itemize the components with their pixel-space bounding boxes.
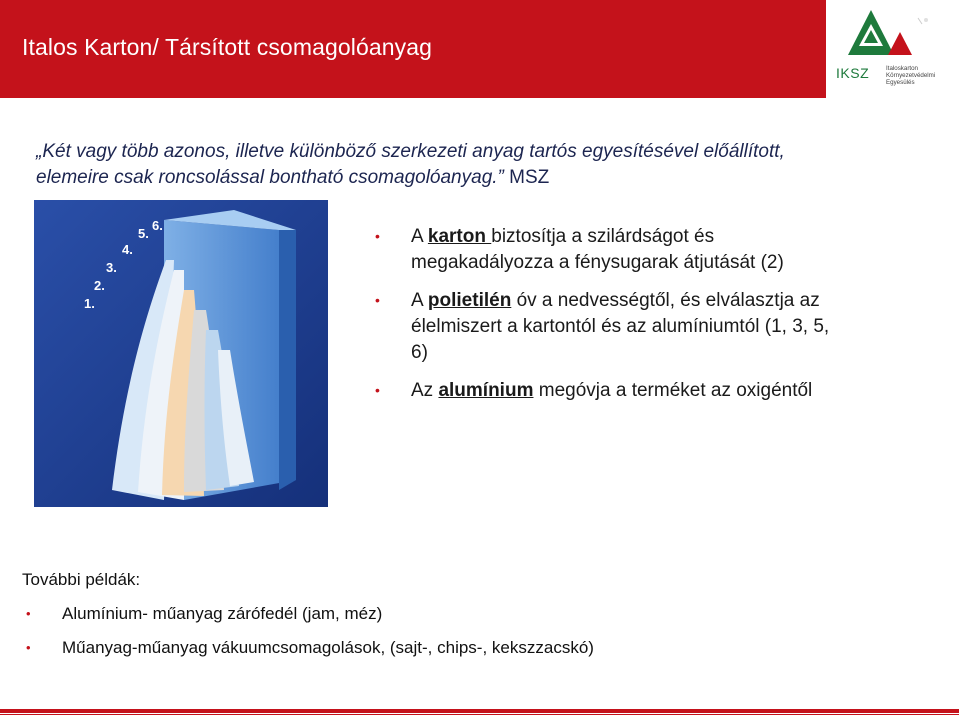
slide-title: Italos Karton/ Társított csomagolóanyag bbox=[22, 34, 433, 60]
bullet-aluminium bbox=[375, 378, 835, 404]
example-item bbox=[22, 603, 922, 625]
example-item bbox=[22, 637, 922, 659]
logo-brand: IKSZ bbox=[836, 65, 870, 81]
layer-label-2: 2. bbox=[94, 278, 105, 293]
bullet-text: biztosítja a szilárdságot és megakadályozza a fénysugarak átjutását (2) bbox=[411, 226, 784, 273]
footer-divider bbox=[0, 709, 959, 713]
layer-label-5: 5. bbox=[138, 226, 149, 241]
layer-label-6: 6. bbox=[152, 218, 163, 233]
layer-label-1: 1. bbox=[84, 296, 95, 311]
bullet-prefix: Az bbox=[411, 380, 439, 401]
bullet-dot-icon: • bbox=[26, 606, 31, 621]
examples-heading: További példák: bbox=[22, 570, 141, 589]
carton-layers-illustration bbox=[34, 200, 328, 507]
bullet-dot-icon: • bbox=[26, 640, 31, 655]
layer-bullets bbox=[375, 224, 835, 416]
layer-label-3: 3. bbox=[106, 260, 117, 275]
definition-text: „Két vagy több azonos, illetve különböző szerkezeti anyag tartós egyesítésével előállított, elemeire csak roncsolással bontható csomagolóanyag.” bbox=[36, 141, 785, 188]
carton-layers-figure bbox=[34, 200, 328, 507]
logo-subtitle: Italoskarton Környezetvédelmi Egyesülés bbox=[886, 65, 936, 86]
bullet-text: megóvja a terméket az oxigéntől bbox=[533, 380, 813, 401]
definition-source: MSZ bbox=[509, 167, 550, 188]
bullet-dot-icon: • bbox=[375, 292, 380, 308]
bullet-keyword: karton bbox=[427, 226, 492, 247]
footer-divider-thin bbox=[0, 714, 959, 715]
further-examples bbox=[22, 569, 922, 659]
example-text: Alumínium- műanyag zárófedél (jam, méz) bbox=[62, 604, 383, 623]
bullet-dot-icon: • bbox=[375, 228, 380, 244]
bullet-polietilen bbox=[375, 288, 835, 366]
bullet-dot-icon: • bbox=[375, 382, 380, 398]
title-bar bbox=[0, 0, 826, 98]
bullet-prefix: A bbox=[411, 290, 428, 311]
definition-quote bbox=[36, 139, 856, 191]
bullet-prefix: A bbox=[411, 226, 428, 247]
bullet-keyword: polietilén bbox=[427, 290, 512, 311]
bullet-text: óv a nedvességtől, és elválasztja az élelmiszert a kartontól és az alumíniumtól (1, 3, 5, 6) bbox=[411, 290, 830, 363]
bullet-karton bbox=[375, 224, 835, 276]
layer-label-4: 4. bbox=[122, 242, 133, 257]
example-text: Műanyag-műanyag vákuumcsomagolások, (sajt-, chips-, kekszzacskó) bbox=[62, 638, 594, 657]
bullet-keyword: alumínium bbox=[438, 380, 534, 401]
